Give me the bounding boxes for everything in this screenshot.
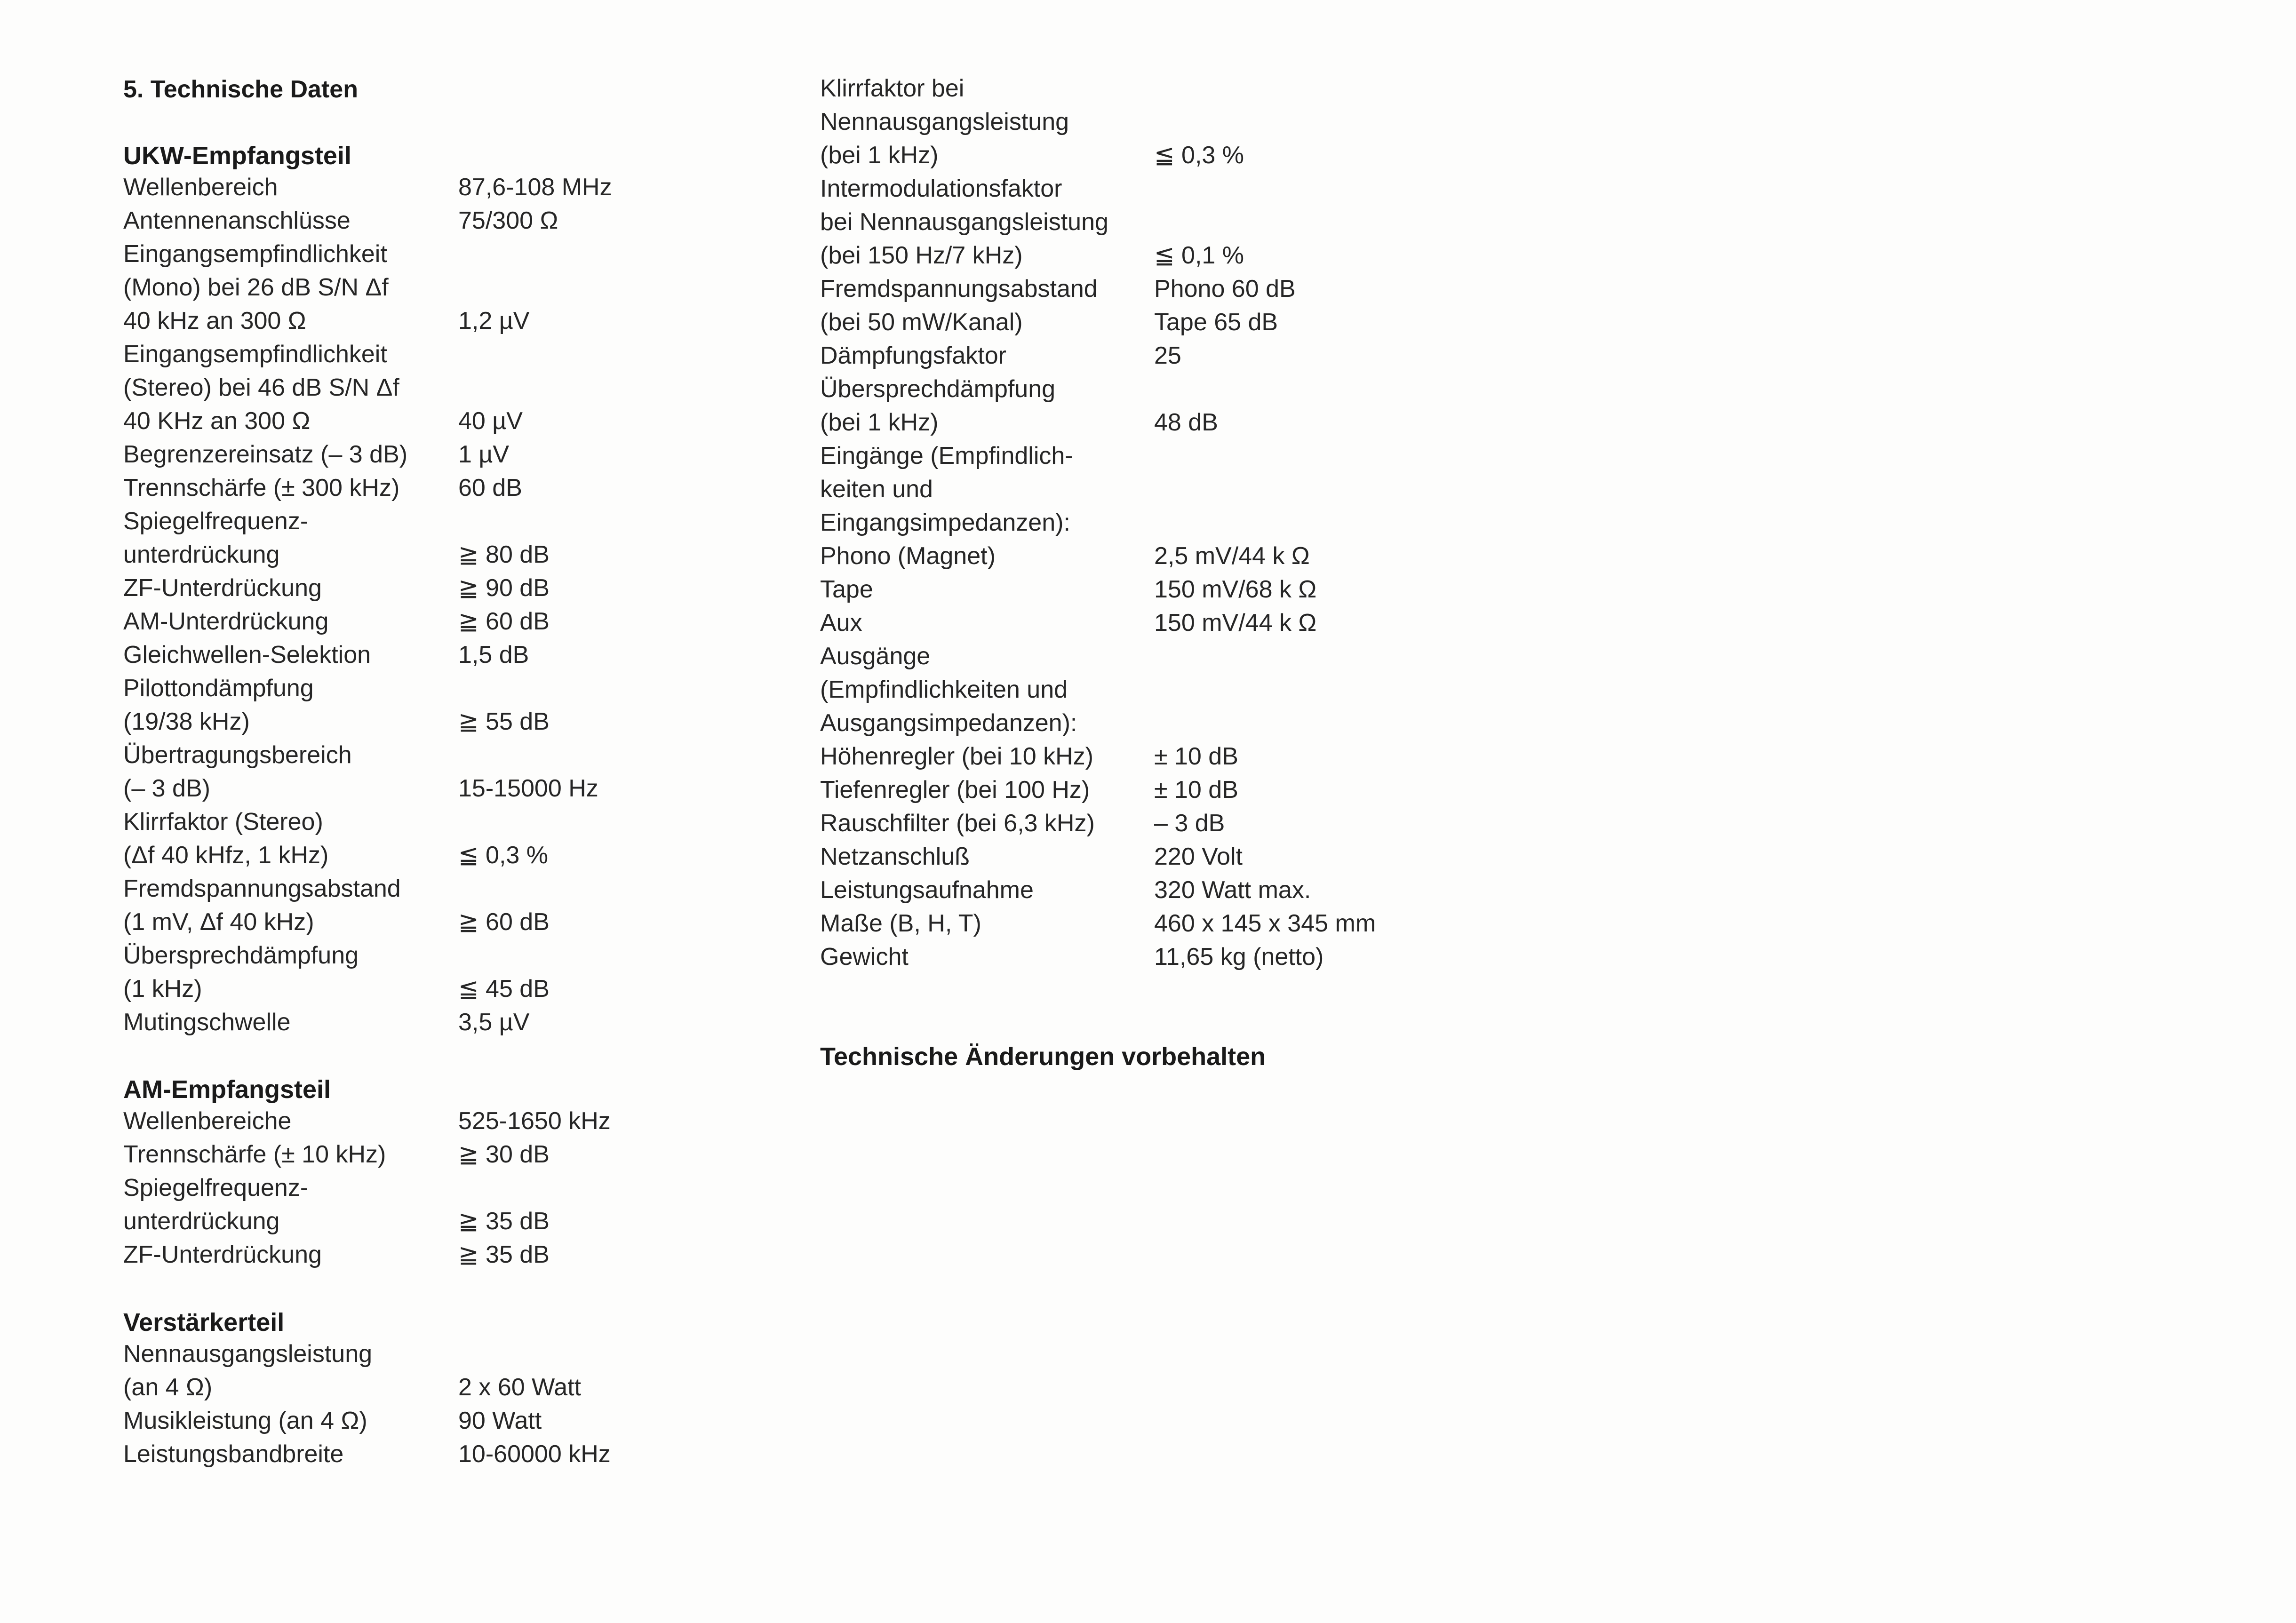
spec-label: Leistungsbandbreite: [123, 1440, 344, 1468]
spec-label: Phono (Magnet): [820, 542, 996, 570]
spec-label: Aux: [820, 609, 862, 636]
spec-label: Musikleistung (an 4 Ω): [123, 1407, 367, 1434]
spec-value: ≧ 60 dB: [458, 608, 550, 635]
spec-value: 10-60000 kHz: [458, 1440, 611, 1468]
spec-label: keiten und: [820, 476, 933, 503]
spec-label: Fremdspannungsabstand: [820, 275, 1098, 302]
spec-label: Intermodulationsfaktor: [820, 175, 1062, 202]
spec-label: Eingangsimpedanzen):: [820, 509, 1070, 536]
spec-label: Trennschärfe (± 10 kHz): [123, 1141, 386, 1168]
spec-label: (1 kHz): [123, 975, 202, 1002]
section-heading: Verstärkerteil: [123, 1308, 285, 1337]
spec-value: ≦ 0,3 %: [1154, 142, 1244, 169]
spec-label: Übersprechdämpfung: [820, 375, 1056, 403]
spec-label: (bei 1 kHz): [820, 142, 939, 169]
spec-value: 150 mV/68 k Ω: [1154, 576, 1317, 603]
spec-label: Ausgänge: [820, 643, 931, 670]
spec-label: Klirrfaktor bei: [820, 75, 965, 102]
spec-label: Höhenregler (bei 10 kHz): [820, 743, 1093, 770]
spec-label: Maße (B, H, T): [820, 910, 981, 937]
spec-label: Nennausgangsleistung: [820, 108, 1069, 135]
spec-value: 60 dB: [458, 474, 522, 501]
spec-label: Netzanschluß: [820, 843, 970, 870]
spec-value: 25: [1154, 342, 1181, 369]
spec-value: 48 dB: [1154, 409, 1218, 436]
spec-value: ≦ 45 dB: [458, 975, 550, 1002]
spec-value: ≧ 90 dB: [458, 574, 550, 602]
spec-label: Nennausgangsleistung: [123, 1340, 373, 1368]
spec-value: 320 Watt max.: [1154, 876, 1311, 904]
spec-value: Tape 65 dB: [1154, 309, 1278, 336]
spec-value: ≧ 30 dB: [458, 1141, 550, 1168]
spec-value: ≦ 0,1 %: [1154, 242, 1244, 269]
spec-value: ≧ 55 dB: [458, 708, 550, 735]
spec-label: Tiefenregler (bei 100 Hz): [820, 776, 1090, 804]
spec-label: ZF-Unterdrückung: [123, 1241, 322, 1268]
spec-label: 40 KHz an 300 Ω: [123, 407, 311, 435]
spec-label: Übertragungsbereich: [123, 741, 352, 769]
spec-label: Fremdspannungsabstand: [123, 875, 401, 902]
spec-label: Begrenzereinsatz (– 3 dB): [123, 441, 408, 468]
spec-label: ZF-Unterdrückung: [123, 574, 322, 602]
spec-label: Tape: [820, 576, 873, 603]
spec-value: 220 Volt: [1154, 843, 1243, 870]
spec-value: – 3 dB: [1154, 810, 1225, 837]
spec-label: Eingangsempfindlichkeit: [123, 240, 387, 268]
spec-label: (bei 1 kHz): [820, 409, 939, 436]
spec-value: ≧ 60 dB: [458, 908, 550, 936]
spec-label: (1 mV, Δf 40 kHz): [123, 908, 314, 936]
spec-value: 3,5 µV: [458, 1009, 530, 1036]
spec-label: Mutingschwelle: [123, 1009, 291, 1036]
spec-label: Dämpfungsfaktor: [820, 342, 1006, 369]
spec-label: Spiegelfrequenz-: [123, 1174, 309, 1201]
spec-label: Pilottondämpfung: [123, 675, 314, 702]
spec-value: 90 Watt: [458, 1407, 542, 1434]
spec-label: Leistungsaufnahme: [820, 876, 1034, 904]
spec-label: (bei 50 mW/Kanal): [820, 309, 1023, 336]
spec-label: 40 kHz an 300 Ω: [123, 307, 306, 334]
footnote: Technische Änderungen vorbehalten: [820, 1042, 1266, 1071]
spec-value: 87,6-108 MHz: [458, 174, 612, 201]
spec-label: unterdrückung: [123, 1208, 280, 1235]
spec-value: Phono 60 dB: [1154, 275, 1296, 302]
spec-label: unterdrückung: [123, 541, 280, 568]
spec-label: Antennenanschlüsse: [123, 207, 351, 234]
spec-value: 1,5 dB: [458, 641, 529, 668]
spec-label: Wellenbereiche: [123, 1107, 292, 1135]
spec-value: 1,2 µV: [458, 307, 530, 334]
spec-label: Eingänge (Empfindlich-: [820, 442, 1073, 469]
spec-label: (Mono) bei 26 dB S/N Δf: [123, 274, 389, 301]
spec-value: 75/300 Ω: [458, 207, 558, 234]
spec-label: Eingangsempfindlichkeit: [123, 341, 387, 368]
spec-value: 460 x 145 x 345 mm: [1154, 910, 1376, 937]
spec-value: 1 µV: [458, 441, 510, 468]
spec-value: ± 10 dB: [1154, 776, 1238, 804]
spec-label: (an 4 Ω): [123, 1374, 213, 1401]
section-heading: UKW-Empfangsteil: [123, 142, 351, 170]
spec-value: 40 µV: [458, 407, 523, 435]
spec-label: (Δf 40 kHfz, 1 kHz): [123, 842, 329, 869]
spec-label: Übersprechdämpfung: [123, 942, 359, 969]
spec-label: Trennschärfe (± 300 kHz): [123, 474, 400, 501]
spec-value: 2,5 mV/44 k Ω: [1154, 542, 1310, 570]
spec-label: (Stereo) bei 46 dB S/N Δf: [123, 374, 399, 401]
spec-label: Ausgangsimpedanzen):: [820, 709, 1077, 737]
spec-label: Gewicht: [820, 943, 909, 971]
spec-label: (– 3 dB): [123, 775, 210, 802]
spec-value: 2 x 60 Watt: [458, 1374, 582, 1401]
spec-value: 11,65 kg (netto): [1154, 943, 1324, 971]
spec-label: (19/38 kHz): [123, 708, 250, 735]
page-title: 5. Technische Daten: [123, 76, 358, 103]
spec-label: (bei 150 Hz/7 kHz): [820, 242, 1023, 269]
spec-label: bei Nennausgangsleistung: [820, 208, 1108, 236]
spec-label: Rauschfilter (bei 6,3 kHz): [820, 810, 1095, 837]
spec-label: AM-Unterdrückung: [123, 608, 329, 635]
spec-value: 525-1650 kHz: [458, 1107, 611, 1135]
spec-value: ≧ 80 dB: [458, 541, 550, 568]
spec-value: ≧ 35 dB: [458, 1241, 550, 1268]
spec-label: (Empfindlichkeiten und: [820, 676, 1068, 703]
spec-label: Klirrfaktor (Stereo): [123, 808, 323, 835]
spec-value: ≧ 35 dB: [458, 1208, 550, 1235]
spec-value: 15-15000 Hz: [458, 775, 598, 802]
spec-label: Gleichwellen-Selektion: [123, 641, 371, 668]
section-heading: AM-Empfangsteil: [123, 1075, 331, 1104]
spec-value: ± 10 dB: [1154, 743, 1238, 770]
spec-value: 150 mV/44 k Ω: [1154, 609, 1317, 636]
spec-label: Wellenbereich: [123, 174, 278, 201]
spec-label: Spiegelfrequenz-: [123, 508, 309, 535]
spec-value: ≦ 0,3 %: [458, 842, 548, 869]
